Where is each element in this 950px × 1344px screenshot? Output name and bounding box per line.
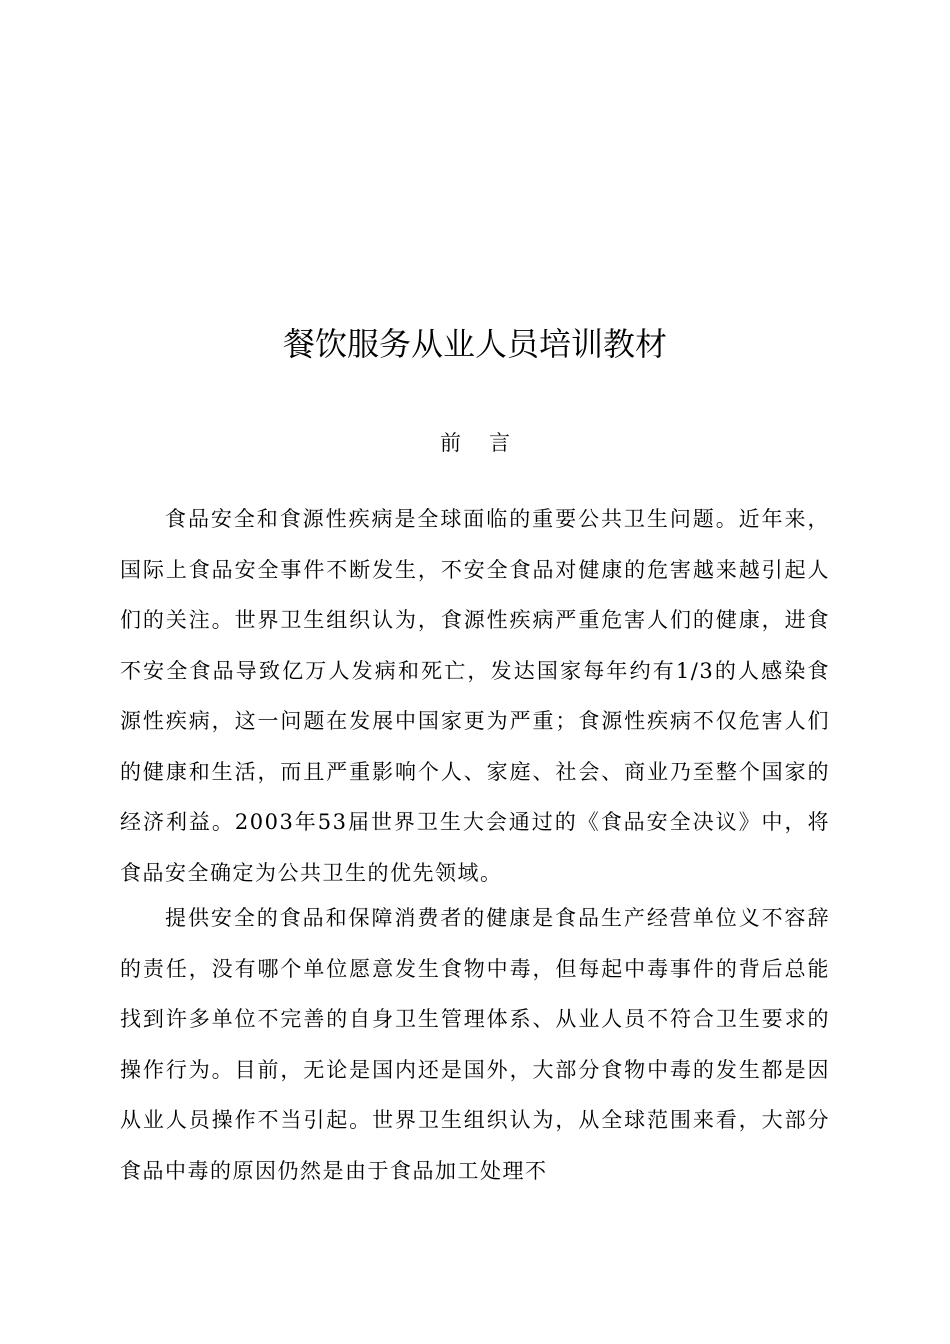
preface-heading: 前言 (440, 431, 538, 455)
preface-paragraph-2: 提供安全的食品和保障消费者的健康是食品生产经营单位义不容辞的责任，没有哪个单位愿意发生食物中毒，但每起中毒事件的背后总能找到许多单位不完善的自身卫生管理体系、从业人员不符合卫生要求的操作行为。目前，无论是国内还是国外，大部分食物中毒的发生都是因从业人员操作不当引起。世界卫生组织认为，从全球范围来看，大部分食品中毒的原因仍然是由于食品加工处理不 (120, 906, 830, 1183)
document-title: 餐饮服务从业人员培训教材 (282, 325, 667, 363)
preface-paragraph-1: 食品安全和食源性疾病是全球面临的重要公共卫生问题。近年来，国际上食品安全事件不断发生，不安全食品对健康的危害越来越引起人们的关注。世界卫生组织认为，食源性疾病严重危害人们的健康，进食不安全食品导致亿万人发病和死亡，发达国家每年约有1/3的人感染食源性疾病，这一问题在发展中国家更为严重；食源性疾病不仅危害人们的健康和生活，而且严重影响个人、家庭、社会、商业乃至整个国家的经济利益。2003年53届世界卫生大会通过的《食品安全决议》中，将食品安全确定为公共卫生的优先领域。 (120, 507, 830, 885)
